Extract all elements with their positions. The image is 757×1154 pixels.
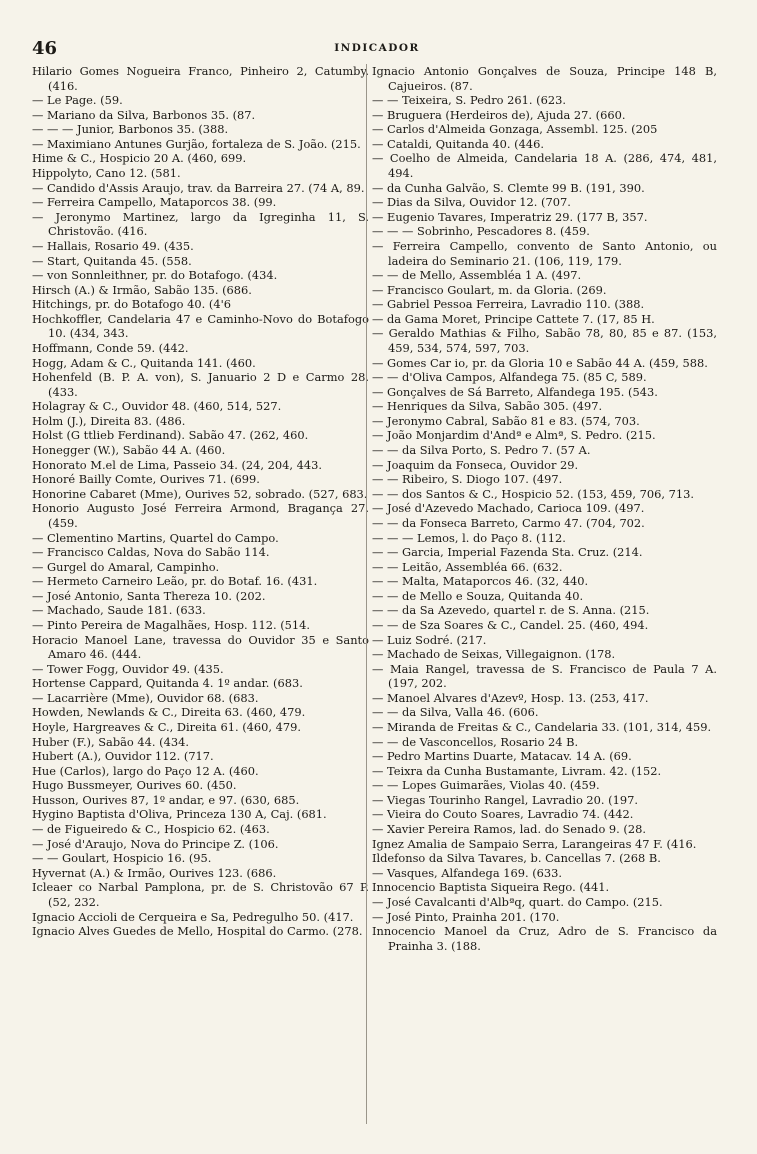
- directory-entry: Husson, Ourives 87, 1º andar, e 97. (630, 685.: [32, 792, 300, 807]
- directory-entry: Holagray & C., Ouvidor 48. (460, 514, 527.: [32, 399, 282, 414]
- directory-entry: — Henriques da Silva, Sabão 305. (497.: [372, 399, 603, 414]
- directory-entry: — Vasques, Alfandega 169. (633.: [372, 865, 563, 880]
- directory-entry: — Carlos d'Almeida Gonzaga, Assembl. 125. (205: [372, 122, 658, 137]
- directory-entry: — Gonçalves de Sá Barreto, Alfandega 195. (543.: [372, 384, 658, 399]
- directory-entry: — Francisco Goulart, m. da Gloria. (269.: [372, 282, 607, 297]
- directory-entry: Hochkoffler, Candelaria 47 e Caminho-Novo do Botafogo 10. (434, 343.: [32, 311, 369, 341]
- directory-entry: — Machado, Saude 181. (633.: [32, 603, 206, 618]
- directory-entry: — Geraldo Mathias & Filho, Sabão 78, 80, 85 e 87. (153, 459, 534, 574, 597, 703.: [372, 326, 717, 355]
- directory-entry: — João Monjardim d'Andª e Almª, S. Pedro. (215.: [372, 428, 656, 443]
- directory-entry: — Francisco Caldas, Nova do Sabão 114.: [32, 545, 270, 560]
- directory-entry: Honoré Bailly Comte, Ourives 71. (699.: [32, 472, 260, 487]
- directory-entry: Hygino Baptista d'Oliva, Princeza 130 A, Caj. (681.: [32, 807, 327, 822]
- directory-entry: Hoffmann, Conde 59. (442.: [32, 340, 189, 355]
- directory-entry: Ildefonso da Silva Tavares, b. Cancellas 7. (268 B.: [372, 851, 661, 866]
- running-title: INDICADOR: [334, 42, 420, 54]
- directory-entry: Holst (G ttlieb Ferdinand). Sabão 47. (262, 460.: [32, 428, 309, 443]
- directory-entry: — Xavier Pereira Ramos, lad. do Senado 9. (28.: [372, 822, 646, 837]
- directory-entry: — Joaquim da Fonseca, Ouvidor 29.: [372, 457, 579, 472]
- directory-entry: Hortense Cappard, Quitanda 4. 1º andar. (683.: [32, 676, 303, 691]
- directory-entry: — — de Mello e Souza, Quitanda 40.: [372, 588, 584, 603]
- directory-entry: — Gabriel Pessoa Ferreira, Lavradio 110. (388.: [372, 297, 645, 312]
- directory-entry: Ignez Amalia de Sampaio Serra, Larangeiras 47 F. (416.: [372, 836, 697, 851]
- directory-entry: — de Figueiredo & C., Hospicio 62. (463.: [32, 822, 270, 837]
- directory-entry: — José d'Araujo, Nova do Principe Z. (106.: [32, 836, 279, 851]
- directory-entry: — — Leitão, Assembléa 66. (632.: [372, 559, 563, 574]
- directory-entry: — — Ribeiro, S. Diogo 107. (497.: [372, 472, 563, 487]
- directory-entry: Hogg, Adam & C., Quitanda 141. (460.: [32, 355, 256, 370]
- directory-entry: — Le Page. (59.: [32, 93, 123, 108]
- directory-entry: — Tower Fogg, Ouvidor 49. (435.: [32, 661, 224, 676]
- directory-entry: — José Antonio, Santa Thereza 10. (202.: [32, 588, 266, 603]
- directory-entry: — — Lopes Guimarães, Violas 40. (459.: [372, 778, 600, 793]
- directory-entry: — Hallais, Rosario 49. (435.: [32, 238, 194, 253]
- directory-entry: — von Sonnleithner, pr. do Botafogo. (434.: [32, 268, 278, 283]
- directory-entry: — Luiz Sodré. (217.: [372, 632, 487, 647]
- directory-entry: Hirsch (A.) & Irmão, Sabão 135. (686.: [32, 282, 252, 297]
- directory-entry: Innocencio Baptista Siqueira Rego. (441.: [372, 880, 610, 895]
- directory-entry: — Jeronymo Cabral, Sabão 81 e 83. (574, 703.: [372, 413, 640, 428]
- directory-entry: Huber (F.), Sabão 44. (434.: [32, 734, 189, 749]
- directory-entry: — da Cunha Galvão, S. Clemte 99 B. (191, 390.: [372, 180, 645, 195]
- directory-entry: — Teixra da Cunha Bustamante, Livram. 42. (152.: [372, 763, 662, 778]
- right-column: [372, 64, 717, 953]
- directory-entry: Hugo Bussmeyer, Ourives 60. (450.: [32, 778, 237, 793]
- directory-entry: — Coelho de Almeida, Candelaria 18 A. (286, 474, 481, 494.: [372, 151, 717, 181]
- directory-entry: — José Cavalcanti d'Albªq, quart. do Campo. (215.: [372, 894, 663, 909]
- directory-entry: Ignacio Accioli de Cerqueira e Sa, Pedregulho 50. (417.: [32, 909, 354, 924]
- directory-entry: — Maximiano Antunes Gurjão, fortaleza de S. João. (215.: [32, 136, 361, 151]
- directory-entry: — Vieira do Couto Soares, Lavradio 74. (442.: [372, 807, 634, 822]
- directory-entry: — Cataldi, Quitanda 40. (446.: [372, 136, 544, 151]
- directory-entry: — Lacarrière (Mme), Ouvidor 68. (683.: [32, 690, 259, 705]
- directory-entry: — Hermeto Carneiro Leão, pr. do Botaf. 16. (431.: [32, 574, 318, 589]
- left-column: [32, 64, 369, 939]
- directory-entry: — Jeronymo Martinez, largo da Igreginha 11, S. Christovão. (416.: [32, 209, 369, 239]
- directory-entry: — José Pinto, Prainha 201. (170.: [372, 909, 560, 924]
- directory-entry: — — da Sa Azevedo, quartel r. de S. Anna. (215.: [372, 603, 650, 618]
- directory-entry: Hilario Gomes Nogueira Franco, Pinheiro 2, Catumby. (416.: [32, 64, 369, 93]
- directory-entry: — — Garcia, Imperial Fazenda Sta. Cruz. (214.: [372, 545, 643, 560]
- directory-entry: Hippolyto, Cano 12. (581.: [32, 166, 181, 181]
- directory-entry: — Machado de Seixas, Villegaignon. (178.: [372, 647, 616, 662]
- directory-entry: — — dos Santos & C., Hospicio 52. (153, 459, 706, 713.: [372, 486, 694, 501]
- directory-entry: — — de Vasconcellos, Rosario 24 B.: [372, 734, 579, 749]
- directory-entry: Holm (J.), Direita 83. (486.: [32, 413, 186, 428]
- directory-entry: — — de Mello, Assembléa 1 A. (497.: [372, 268, 582, 283]
- directory-entry: Honegger (W.), Sabão 44 A. (460.: [32, 443, 226, 458]
- directory-entry: — — — Sobrinho, Pescadores 8. (459.: [372, 224, 590, 239]
- directory-entry: — Ferreira Campello, convento de Santo Antonio, ou ladeira do Seminario 21. (106, 119, 179.: [372, 238, 717, 268]
- directory-entry: — — — Junior, Barbonos 35. (388.: [32, 122, 229, 137]
- directory-entry: — — de Sza Soares & C., Candel. 25. (460, 494.: [372, 617, 649, 632]
- directory-entry: Hubert (A.), Ouvidor 112. (717.: [32, 749, 214, 764]
- page-header: [32, 38, 722, 58]
- directory-entry: Ignacio Alves Guedes de Mello, Hospital do Carmo. (278.: [32, 924, 363, 939]
- directory-entry: Hue (Carlos), largo do Paço 12 A. (460.: [32, 763, 259, 778]
- directory-entry: Ignacio Antonio Gonçalves de Souza, Principe 148 B, Cajueiros. (87.: [372, 64, 717, 93]
- column-divider: [366, 64, 367, 1124]
- directory-entry: — Maia Rangel, travessa de S. Francisco de Paula 7 A. (197, 202.: [372, 661, 717, 691]
- directory-entry: Innocencio Manoel da Cruz, Adro de S. Francisco da Prainha 3. (188.: [372, 924, 717, 953]
- directory-entry: — Dias da Silva, Ouvidor 12. (707.: [372, 195, 571, 210]
- page-number: 46: [32, 38, 58, 59]
- directory-entry: — Eugenio Tavares, Imperatriz 29. (177 B, 357.: [372, 209, 648, 224]
- directory-entry: — — Goulart, Hospicio 16. (95.: [32, 851, 212, 866]
- directory-entry: Horacio Manoel Lane, travessa do Ouvidor 35 e Santo Amaro 46. (444.: [32, 632, 369, 662]
- directory-entry: — Bruguera (Herdeiros de), Ajuda 27. (660.: [372, 107, 626, 122]
- directory-entry: Howden, Newlands & C., Direita 63. (460, 479.: [32, 705, 306, 720]
- directory-entry: — Miranda de Freitas & C., Candelaria 33. (101, 314, 459.: [372, 720, 712, 735]
- directory-entry: — Manoel Alvares d'Azevº, Hosp. 13. (253, 417.: [372, 690, 649, 705]
- directory-entry: — Clementino Martins, Quartel do Campo.: [32, 530, 279, 545]
- directory-entry: — Gomes Car io, pr. da Gloria 10 e Sabão 44 A. (459, 588.: [372, 355, 708, 370]
- directory-entry: Icleaer co Narbal Pamplona, pr. de S. Christovão 67 P. (52, 232.: [32, 880, 369, 909]
- directory-entry: — da Gama Moret, Principe Cattete 7. (17, 85 H.: [372, 311, 655, 326]
- directory-entry: Hohenfeld (B. P. A. von), S. Januario 2 D e Carmo 28. (433.: [32, 370, 369, 399]
- directory-entry: Hime & C., Hospicio 20 A. (460, 699.: [32, 151, 247, 166]
- directory-entry: — Ferreira Campello, Mataporcos 38. (99.: [32, 195, 277, 210]
- directory-entry: — — — Lemos, l. do Paço 8. (112.: [372, 530, 566, 545]
- directory-entry: — — Teixeira, S. Pedro 261. (623.: [372, 93, 566, 108]
- directory-entry: — José d'Azevedo Machado, Carioca 109. (497.: [372, 501, 645, 516]
- directory-entry: — Pinto Pereira de Magalhães, Hosp. 112. (514.: [32, 617, 311, 632]
- directory-entry: Hoyle, Hargreaves & C., Direita 61. (460, 479.: [32, 720, 301, 735]
- directory-entry: — — da Fonseca Barreto, Carmo 47. (704, 702.: [372, 515, 645, 530]
- directory-entry: Honorato M.el de Lima, Passeio 34. (24, 204, 443.: [32, 457, 323, 472]
- directory-entry: — Start, Quitanda 45. (558.: [32, 253, 192, 268]
- directory-entry: — Viegas Tourinho Rangel, Lavradio 20. (197.: [372, 792, 638, 807]
- directory-entry: Honorio Augusto José Ferreira Armond, Bragança 27. (459.: [32, 501, 369, 530]
- directory-entry: — — d'Oliva Campos, Alfandega 75. (85 C, 589.: [372, 370, 647, 385]
- directory-entry: — — da Silva, Valla 46. (606.: [372, 705, 539, 720]
- directory-entry: Honorine Cabaret (Mme), Ourives 52, sobrado. (527, 683.: [32, 486, 368, 501]
- directory-entry: Hitchings, pr. do Botafogo 40. (4'6: [32, 297, 231, 312]
- directory-entry: — Gurgel do Amaral, Campinho.: [32, 559, 220, 574]
- directory-entry: — — da Silva Porto, S. Pedro 7. (57 A.: [372, 443, 591, 458]
- directory-entry: Hyvernat (A.) & Irmão, Ourives 123. (686.: [32, 865, 277, 880]
- directory-entry: — — Malta, Mataporcos 46. (32, 440.: [372, 574, 589, 589]
- directory-entry: — Candido d'Assis Araujo, trav. da Barreira 27. (74 A, 89.: [32, 180, 365, 195]
- directory-entry: — Mariano da Silva, Barbonos 35. (87.: [32, 107, 256, 122]
- directory-entry: — Pedro Martins Duarte, Matacav. 14 A. (69.: [372, 749, 632, 764]
